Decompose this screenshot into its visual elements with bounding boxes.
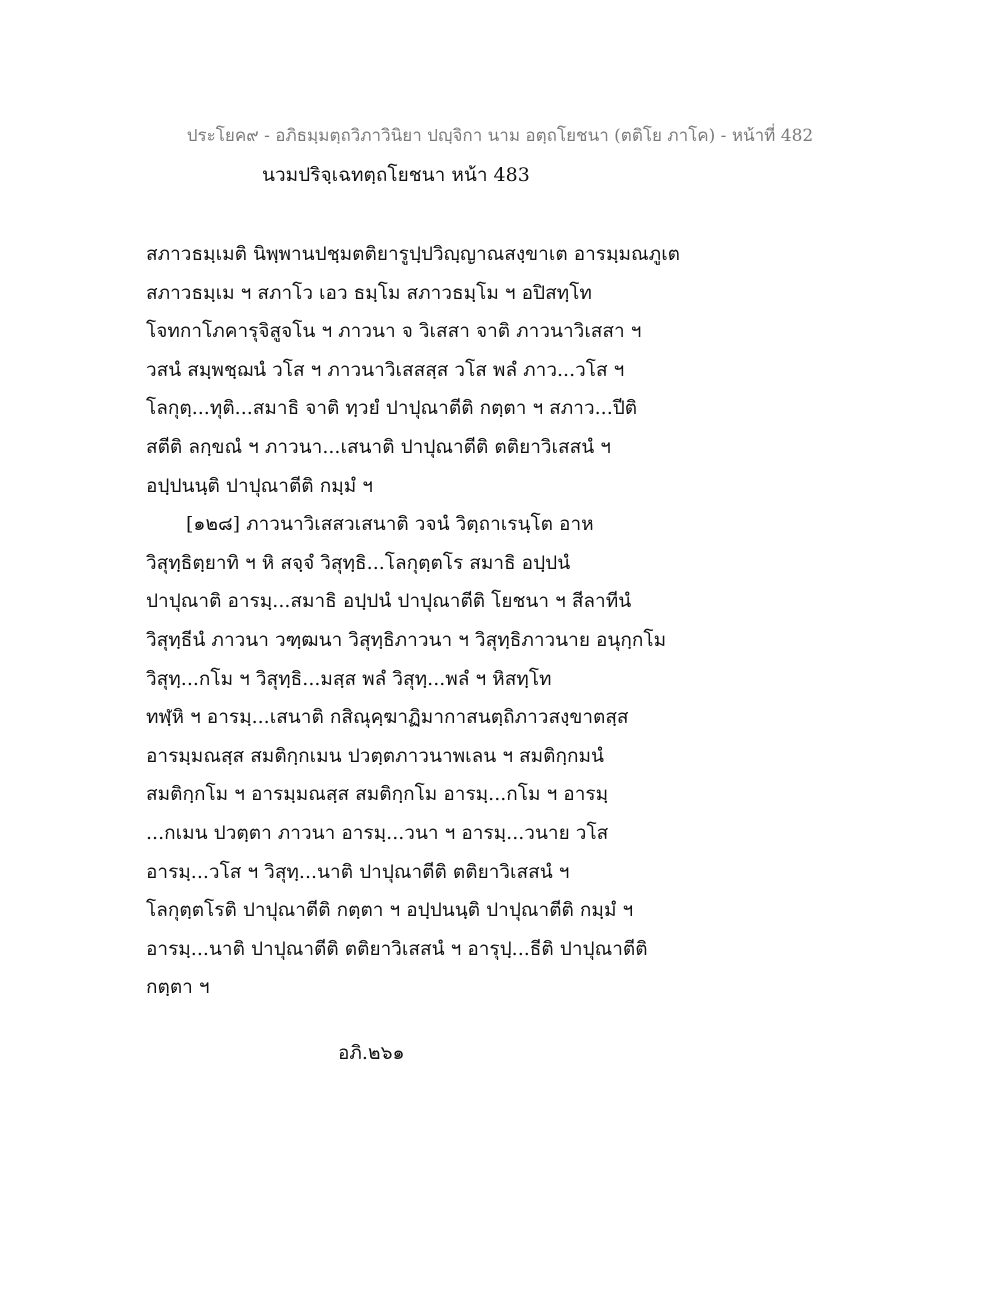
text-line: สตีติ ลกฺขณํ ฯ ภาวนา...เสนาติ ปาปุณาตีติ ตติยาวิเสสนํ ฯ — [146, 435, 611, 458]
body-text — [146, 235, 866, 1007]
text-line: วิสุทฺ...กโม ฯ วิสุทฺธิ...มสฺส พลํ วิสุทฺ...พลํ ฯ หิสทฺโท — [146, 667, 552, 690]
text-line: ทฬฺหิ ฯ อารมฺ...เสนาติ กสิณุคฺฆาฏิมากาสนตฺถิภาวสงฺขาตสฺส — [146, 706, 629, 729]
text-line: วสนํ สมฺพชฺฌนํ วโส ฯ ภาวนาวิเสสสฺส วโส พลํ ภาว...วโส ฯ — [146, 358, 625, 381]
text-line: กตฺตา ฯ — [146, 976, 210, 999]
text-line: วิสุทฺธีนํ ภาวนา วฑฺฒนา วิสุทฺธิภาวนา ฯ วิสุทฺธิภาวนาย อนุกฺกโม — [146, 628, 667, 651]
text-line: อารมฺ...นาติ ปาปุณาตีติ ตติยาวิเสสนํ ฯ อารุปฺ...ธีติ ปาปุณาตีติ — [146, 937, 648, 960]
text-line: อปฺปนนฺติ ปาปุณาตีติ กมฺมํ ฯ — [146, 474, 373, 497]
text-line: โลกุตฺตโรติ ปาปุณาตีติ กตฺตา ฯ อปฺปนนฺติ ปาปุณาตีติ กมฺมํ ฯ — [146, 899, 634, 922]
text-line: อารมฺมณสฺส สมติกฺกเมน ปวตฺตภาวนาพเลน ฯ สมติกฺกมนํ — [146, 744, 605, 767]
text-line: สภาวธมฺเมติ นิพฺพานปชฺมตติยารูปฺปวิญฺญาณสงฺขาเต อารมฺมณภูเต — [146, 243, 681, 265]
text-line: สมติกฺกโม ฯ อารมฺมณสฺส สมติกฺกโม อารมฺ...กโม ฯ อารมฺ — [146, 783, 609, 806]
text-line: ปาปุณาติ อารมฺ...สมาธิ อปฺปนํ ปาปุณาตีติ โยชนา ฯ สีลาทีนํ — [146, 590, 632, 613]
text-line: โจทกาโภคารุจิสูจโน ฯ ภาวนา จ วิเสสา จาติ ภาวนาวิเสสา ฯ — [146, 320, 642, 343]
page-reference: อภิ.๒๖๑ — [338, 1042, 405, 1064]
paragraph-start-line: [๑๒๘] ภาวนาวิเสสวเสนาติ วจนํ วิตฺถาเรนฺโต อาห — [186, 513, 594, 536]
text-line: โลกุตฺ...ทุติ...สมาธิ จาติ ทฺวยํ ปาปุณาตีติ กตฺตา ฯ สภาว...ปีติ — [146, 397, 638, 420]
text-line: อารมฺ...วโส ฯ วิสุทฺ...นาติ ปาปุณาตีติ ตติยาวิเสสนํ ฯ — [146, 860, 570, 883]
text-line: วิสุทฺธิตฺยาทิ ฯ หิ สจฺจํ วิสุทฺธิ...โลกุตฺตโร สมาธิ อปฺปนํ — [146, 551, 571, 574]
text-line: ...กเมน ปวตฺตา ภาวนา อารมฺ...วนา ฯ อารมฺ...วนาย วโส — [146, 821, 609, 844]
section-title: นวมปริจฺเฉทตฺถโยชนา หน้า 483 — [262, 164, 530, 186]
text-line: สภาวธมฺเม ฯ สภาโว เอว ธมฺโม สภาวธมฺโม ฯ อปิสทฺโท — [146, 281, 592, 304]
running-header: ประโยค๙ - อภิธมฺมตฺถวิภาวินิยา ปญฺจิกา นาม อตฺถโยชนา (ตติโย ภาโค) - หน้าที่ 482 — [186, 126, 814, 146]
